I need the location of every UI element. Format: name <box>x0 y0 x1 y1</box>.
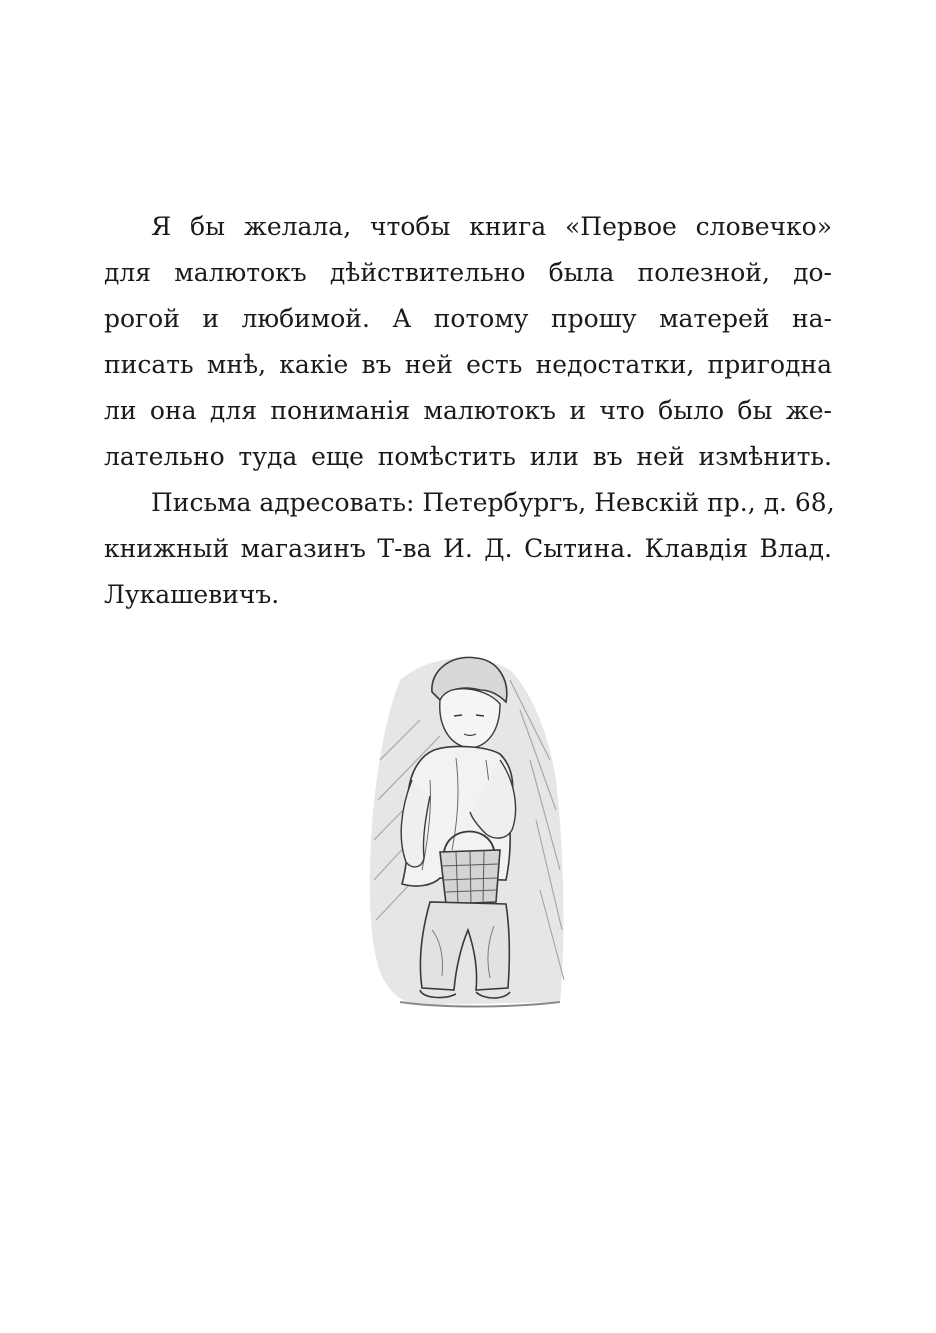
text-line: для малютокъ дѣйствительно была полезной, до- <box>104 258 832 287</box>
text-line: ли она для пониманiя малютокъ и что было бы же- <box>104 396 832 425</box>
text-line: рогой и любимой. А потому прошу матерей на- <box>104 304 832 333</box>
paragraph-address <box>104 480 835 618</box>
text-line: Я бы желала, чтобы книга «Первое словечко» <box>151 212 832 241</box>
text-line: книжный магазинъ Т-ва И. Д. Сытина. Клавдiя Влад. <box>104 534 832 563</box>
text-line: писать мнѣ, какiе въ ней есть недостатки, пригодна <box>104 350 832 379</box>
text-line: лательно туда еще помѣстить или въ ней измѣнить. <box>104 442 832 471</box>
paragraph-request <box>104 204 832 480</box>
text-block <box>104 204 835 618</box>
text-line: Письма адресовать: Петербургъ, Невскiй пр., д. 68, <box>151 488 835 517</box>
boy-with-basket-illustration <box>360 640 570 1010</box>
author-signature: Лукашевичъ. <box>104 580 280 609</box>
